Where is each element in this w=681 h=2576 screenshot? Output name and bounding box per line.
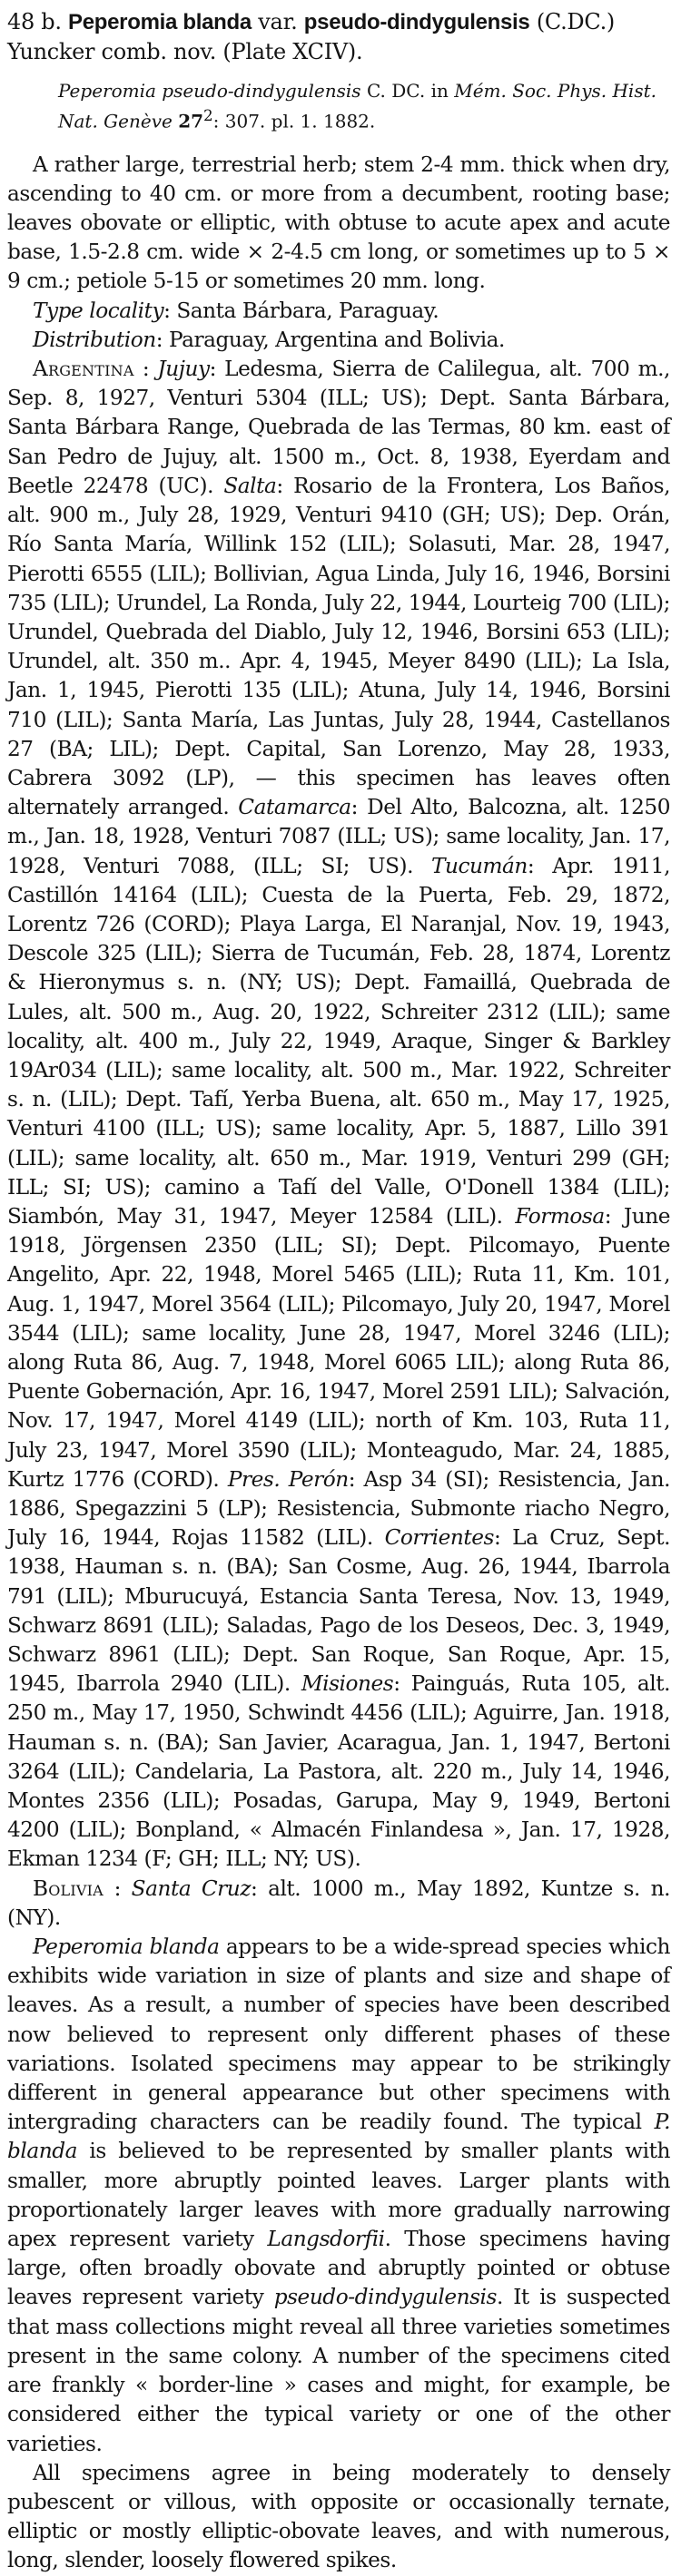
description-paragraph: A rather large, terrestrial herb; stem 2-4 mm. thick when dry, ascending to 40 cm. or more from a decumbent, rooting base; leaves obovate or elliptic, with obtuse to acute apex and acute base, 1.5-2.8 cm. wide × 2-4.5 cm long, or sometimes up to 5 × 9 cm.; petiole 5-15 or sometimes 20 mm. long. — [7, 152, 670, 294]
discussion-typical: P. blanda — [7, 2110, 670, 2164]
discussion-text-b: is believed to be represented by smaller plants with smaller, more abruptly pointed leaves. Larger plants with proportionately larger leaves with more gradually narrowing apex represent variety — [7, 2139, 670, 2252]
province-tucuman: Tucumán — [431, 853, 528, 878]
variety-name: pseudo-dindygulensis — [303, 10, 530, 34]
discussion-paragraph-2: All specimens agree in being moderately to densely pubescent or villous, with opposite or occasionally ternate, elliptic or mostly elliptic-obovate leaves, and with numerous, long, slender, loosely flowered spikes. — [7, 2460, 670, 2573]
synonym-volume: 27 — [178, 110, 204, 132]
province-salta: Salta — [223, 473, 277, 498]
synonym-pages: : 307. pl. 1. 1882. — [212, 110, 376, 132]
specimens-catamarca: : Del Alto, Balcozna, alt. 1250 m., Jan. 18, 1928, Venturi 7087 (ILL; US); same locality, Jan. 17, 1928, Venturi 7088, (ILL; SI; US). — [7, 795, 671, 878]
type-locality-value: : Santa Bárbara, Paraguay. — [163, 298, 439, 323]
discussion-text-a: appears to be a wide-spread species which exhibits wide variation in size of plants and size and shape of leaves. As a result, a number of species have been described now believed to represent only different phases of these variations. Isolated specimens may appear to be strikingly different in general appearance but other specimens with intergrading characters can be readily found. The typical — [7, 1934, 670, 2135]
synonym-citation — [7, 79, 670, 134]
discussion-text-c: . Those specimens having large, often broadly obovate and abruptly pointed or obtuse leaves represent variety — [7, 2227, 670, 2310]
specimens-pres-peron: : Asp 34 (SI); Resistencia, Jan. 1886, Spegazzini 5 (LP); Resistencia, Submonte riacho Negro, July 16, 1944, Rojas 11582 (LIL). — [7, 1466, 671, 1551]
type-locality — [7, 297, 670, 326]
specimens-formosa: : June 1918, Jörgensen 2350 (LIL; SI); Dept. Pilcomayo, Puente Angelito, Apr. 22, 1948, Morel 5465 (LIL); Ruta 11, Km. 101, Aug. 1, 1947, Morel 3564 (LIL); Pilcomayo, July 20, 1947, Morel 3544 (LIL); same locality, June 28, 1947, Morel 3246 (LIL); along Ruta 86, Aug. 7, 1948, Morel 6065 LIL); along Ruta 86, Puente Gobernación, Apr. 16, 1947, Morel 2591 LIL); Salvación, Nov. 17, 1947, Morel 4149 (LIL); north of Km. 103, Ruta 11, July 23, 1947, Morel 3590 (LIL); Monteagudo, Mar. 24, 1885, Kurtz 1776 (CORD). — [7, 1203, 670, 1492]
species-number: 48 b. — [7, 9, 62, 34]
country-bolivia: Bolivia — [33, 1876, 104, 1901]
specimens-argentina: Argentina : Jujuy: Ledesma, Sierra de Calilegua, alt. 700 m., Sep. 8, 1927, Venturi 5304 (ILL; US); Dept. Santa Bárbara, Santa Bárbara Range, Quebrada de las Termas, 80 km. east of San Pedro de Jujuy, alt. 1500 m., Oct. 8, 1938, Eyerdam and Beetle 22478 (UC). Salta: Rosario de la Frontera, Los Baños, alt. 900 m., July 28, 1929, Venturi 9410 (GH; US); Dep. Orán, Río Santa María, Willink 152 (LIL); Solasuti, Mar. 28, 1947, Pierotti 6555 (LIL); Bollivian, Agua Linda, July 16, 1946, Borsini 735 (LIL); Urundel, La Ronda, July 22, 1944, Lourteig 700 (LIL); Urundel, Quebrada del Diablo, July 12, 1946, Borsini 653 (LIL); Urundel, alt. 350 m.. Apr. 4, 1945, Meyer 8490 (LIL); La Isla, Jan. 1, 1945, Pierotti 135 (LIL); Atuna, July 14, 1946, Borsini 710 (LIL); Santa María, Las Juntas, July 28, 1944, Castellanos 27 (BA; LIL); Dept. Capital, San Lorenzo, May 28, 1933, Cabrera 3092 (LP), — this specimen has leaves often alternately arranged. Catamarca: Del Alto, Balcozna, alt. 1250 m., Jan. 18, 1928, Venturi 7087 (ILL; US); same locality, Jan. 17, 1928, Venturi 7088, (ILL; SI; US). Tucumán: Apr. 1911, Castillón 14164 (LIL); Cuesta de la Puerta, Feb. 29, 1872, Lorentz 726 (CORD); Playa Larga, El Naranjal, Nov. 19, 1943, Descole 325 (LIL); Sierra de Tucumán, Feb. 28, 1874, Lorentz & Hieronymus s. n. (NY; US); Dept. Famaillá, Quebrada de Lules, alt. 500 m., Aug. 20, 1922, Schreiter 2312 (LIL); same locality, alt. 400 m., July 22, 1949, Araque, Singer & Barkley 19Ar034 (LIL); same locality, alt. 500 m., Mar. 1922, Schreiter s. n. (LIL); Dept. Tafí, Yerba Buena, alt. 650 m., May 17, 1925, Venturi 4100 (ILL; US); same locality, Apr. 5, 1887, Lillo 391 (LIL); same locality, alt. 650 m., Mar. 1919, Venturi 299 (GH; ILL; SI; US); camino a Tafí del Valle, O'Donell 1384 (LIL); Siambón, May 31, 1947, Meyer 12584 (LIL). Formosa: June 1918, Jörgensen 2350 (LIL; SI); Dept. Pilcomayo, Puente Angelito, Apr. 22, 1948, Morel 5465 (LIL); Ruta 11, Km. 101, Aug. 1, 1947, Morel 3564 (LIL); Pilcomayo, July 20, 1947, Morel 3544 (LIL); same locality, June 28, 1947, Morel 3246 (LIL); along Ruta 86, Aug. 7, 1948, Morel 6065 LIL); along Ruta 86, Puente Gobernación, Apr. 16, 1947, Morel 2591 LIL); Salvación, Nov. 17, 1947, Morel 4149 (LIL); north of Km. 103, Ruta 11, July 23, 1947, Morel 3590 (LIL); Monteagudo, Mar. 24, 1885, Kurtz 1776 (CORD). Pres. Perón: Asp 34 (SI); Resistencia, Jan. 1886, Spegazzini 5 (LP); Resistencia, Submonte riacho Negro, July 16, 1944, Rojas 11582 (LIL). Corrientes: La Cruz, Sept. 1938, Hauman s. n. (BA); San Cosme, Aug. 26, 1944, Ibarrola 791 (LIL); Mburucuyá, Estancia Santa Teresa, Nov. 13, 1949, Schwarz 8691 (LIL); Saladas, Pago de los Deseos, Dec. 3, 1949, Schwarz 8961 (LIL); Dept. San Roque, San Roque, Apr. 15, 1945, Ibarrola 2940 (LIL). Misiones: Painguás, Ruta 105, alt. 250 m., May 17, 1950, Schwindt 4456 (LIL); Aguirre, Jan. 1918, Hauman s. n. (BA); San Javier, Acaragua, Jan. 1, 1947, Bertoni 3264 (LIL); Candelaria, La Pastora, alt. 220 m., July 14, 1946, Montes 2356 (LIL); Posadas, Garupa, May 9, 1949, Bertoni 4200 (LIL); Bonpland, « Almacén Finlandesa », Jan. 17, 1928, Ekman 1234 (F; GH; ILL; NY; US). — [7, 357, 671, 1872]
province-pres-peron: Pres. Perón — [227, 1466, 349, 1492]
variety-prefix: var. — [258, 9, 298, 34]
synonym-volume-part: 2 — [203, 107, 213, 124]
province-corrientes: Corrientes — [384, 1525, 494, 1551]
specimens-bolivia: Bolivia : Santa Cruz: alt. 1000 m., May 1892, Kuntze s. n. (NY). — [7, 1876, 670, 1930]
synonym-journal: Mém. Soc. Phys. Hist. Nat. Genève — [58, 80, 656, 132]
synonym-author: C. DC. in — [366, 80, 449, 102]
specimens-salta: : Rosario de la Frontera, Los Baños, alt. 900 m., July 28, 1929, Venturi 9410 (GH; US); Dep. Orán, Río Santa María, Willink 152 (LIL); Solasuti, Mar. 28, 1947, Pierotti 6555 (LIL); Bollivian, Agua Linda, July 16, 1946, Borsini 735 (LIL); Urundel, La Ronda, July 22, 1944, Lourteig 700 (LIL); Urundel, Quebrada del Diablo, July 12, 1946, Borsini 653 (LIL); Urundel, alt. 350 m.. Apr. 4, 1945, Meyer 8490 (LIL); La Isla, Jan. 1, 1945, Pierotti 135 (LIL); Atuna, July 14, 1946, Borsini 710 (LIL); Santa María, Las Juntas, July 28, 1944, Castellanos 27 (BA; LIL); Dept. Capital, San Lorenzo, May 28, 1933, Cabrera 3092 (LP), — this specimen has leaves often alternately arranged. — [7, 473, 671, 820]
province-formosa: Formosa — [515, 1203, 605, 1229]
country-argentina: Argentina — [33, 357, 134, 382]
discussion-species: Peperomia blanda — [33, 1934, 220, 1960]
distribution — [7, 326, 670, 355]
species-heading — [7, 7, 670, 66]
specimens-santa-cruz: : alt. 1000 m., May 1892, Kuntze s. n. (NY). — [7, 1876, 670, 1930]
distribution-label: Distribution — [33, 327, 156, 352]
distribution-value: : Paraguay, Argentina and Bolivia. — [155, 327, 505, 352]
synonym-name: Peperomia pseudo-dindygulensis — [58, 80, 361, 102]
species-name: Peperomia blanda — [68, 10, 252, 34]
type-locality-label: Type locality — [33, 298, 164, 323]
province-catamarca: Catamarca — [238, 795, 351, 820]
discussion-paragraph-1 — [7, 1933, 670, 2459]
specimens-tucuman: : Apr. 1911, Castillón 14164 (LIL); Cuesta de la Puerta, Feb. 29, 1872, Lorentz 726 (CORD); Playa Larga, El Naranjal, Nov. 19, 1943, Descole 325 (LIL); Sierra de Tucumán, Feb. 28, 1874, Lorentz & Hieronymus s. n. (NY; US); Dept. Famaillá, Quebrada de Lules, alt. 500 m., Aug. 20, 1922, Schreiter 2312 (LIL); same locality, alt. 400 m., July 22, 1949, Araque, Singer & Barkley 19Ar034 (LIL); same locality, alt. 500 m., Mar. 1922, Schreiter s. n. (LIL); Dept. Tafí, Yerba Buena, alt. 650 m., May 17, 1925, Venturi 4100 (ILL; US); same locality, Apr. 5, 1887, Lillo 391 (LIL); same locality, alt. 650 m., Mar. 1919, Venturi 299 (GH; ILL; SI; US); camino a Tafí del Valle, O'Donell 1384 (LIL); Siambón, May 31, 1947, Meyer 12584 (LIL). — [7, 853, 671, 1229]
heading-authority: (C.DC.) Yuncker comb. nov. (Plate XCIV). — [7, 9, 615, 64]
discussion-variety-1: Langsdorfii — [267, 2227, 385, 2252]
specimens-misiones: : Painguás, Ruta 105, alt. 250 m., May 17, 1950, Schwindt 4456 (LIL); Aguirre, Jan. 1918, Hauman s. n. (BA); San Javier, Acaragua, Jan. 1, 1947, Bertoni 3264 (LIL); Candelaria, La Pastora, alt. 220 m., July 14, 1946, Montes 2356 (LIL); Posadas, Garupa, May 9, 1949, Bertoni 4200 (LIL); Bonpland, « Almacén Finlandesa », Jan. 17, 1928, Ekman 1234 (F; GH; ILL; NY; US). — [7, 1671, 670, 1872]
province-jujuy: Jujuy — [157, 357, 210, 382]
discussion-text-d: . It is suspected that mass collections might reveal all three varieties sometimes present in the same colony. A number of the specimens cited are frankly « border-line » cases and might, for example, be considered either the typical variety or one of the other varieties. — [7, 2285, 670, 2456]
specimens-corrientes: : La Cruz, Sept. 1938, Hauman s. n. (BA); San Cosme, Aug. 26, 1944, Ibarrola 791 (LIL); Mburucuyá, Estancia Santa Teresa, Nov. 13, 1949, Schwarz 8691 (LIL); Saladas, Pago de los Deseos, Dec. 3, 1949, Schwarz 8961 (LIL); Dept. San Roque, San Roque, Apr. 15, 1945, Ibarrola 2940 (LIL). — [7, 1525, 670, 1697]
specimens-jujuy: : Ledesma, Sierra de Calilegua, alt. 700 m., Sep. 8, 1927, Venturi 5304 (ILL; US); Dept. Santa Bárbara, Santa Bárbara Range, Quebrada de las Termas, 80 km. east of San Pedro de Jujuy, alt. 1500 m., Oct. 8, 1938, Eyerdam and Beetle 22478 (UC). — [7, 357, 670, 498]
discussion-variety-2: pseudo-dindygulensis — [273, 2285, 497, 2310]
province-misiones: Misiones — [301, 1671, 394, 1697]
province-santa-cruz: Santa Cruz — [131, 1876, 252, 1901]
